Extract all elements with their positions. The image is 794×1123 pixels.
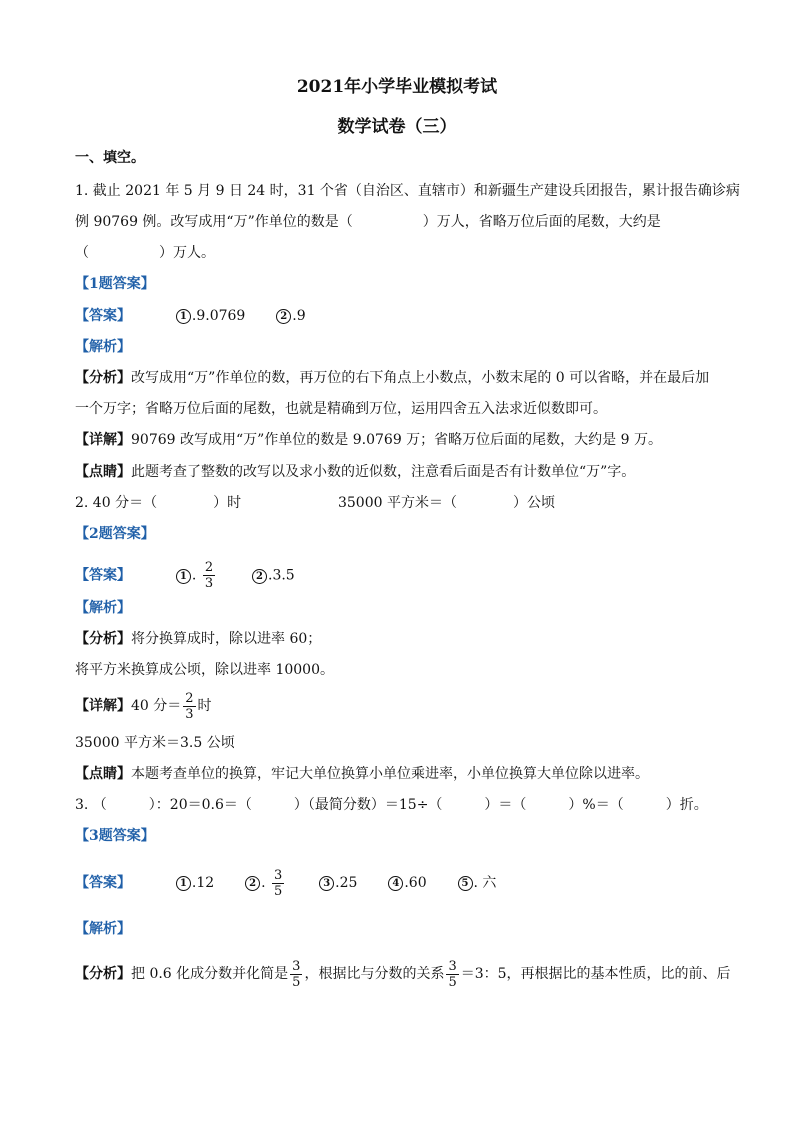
answer-value: .9.0769 bbox=[191, 308, 246, 324]
xiangjie-text: 40 分＝ bbox=[131, 698, 182, 714]
q1-answer-header: 【1题答案】 bbox=[75, 276, 155, 292]
answer-value: .12 bbox=[191, 875, 215, 891]
q1-answer-row bbox=[75, 306, 306, 326]
circled-number: 2 bbox=[245, 876, 260, 891]
answer-value: .3.5 bbox=[268, 567, 295, 584]
q1-stem-line3: （ ）万人。 bbox=[75, 245, 215, 261]
answer-value: . bbox=[191, 567, 197, 584]
q2-answer-row bbox=[75, 560, 295, 591]
dianjing-text: 此题考查了整数的改写以及求小数的近似数，注意看后面是否有计数单位“万”字。 bbox=[131, 464, 636, 480]
section-heading: 一、填空。 bbox=[75, 150, 145, 166]
fraction-numerator: 3 bbox=[448, 958, 457, 974]
circled-number: 5 bbox=[458, 876, 473, 891]
q2-stem-part-a: 2. 40 分＝（ ）时 bbox=[75, 495, 242, 511]
q1-fenxi-line1 bbox=[75, 368, 709, 388]
q3-answer-row bbox=[75, 866, 496, 900]
fraction-denominator: 5 bbox=[273, 883, 283, 899]
fenxi-tag: 【分析】 bbox=[75, 631, 131, 647]
dianjing-tag: 【点睛】 bbox=[75, 766, 131, 782]
q2-xiangjie-line2: 35000 平方米＝3.5 公顷 bbox=[75, 735, 235, 751]
q2-stem bbox=[75, 493, 555, 513]
fraction-denominator: 3 bbox=[185, 706, 194, 722]
q1-stem-line1: 1. 截止 2021 年 5 月 9 日 24 时，31 个省（自治区、直辖市）和新疆生产建设兵团报告，累计报告确诊病 bbox=[75, 183, 740, 199]
q2-fenxi-line2: 将平方米换算成公顷，除以进率 10000。 bbox=[75, 662, 334, 678]
answer-label: 【答案】 bbox=[75, 875, 131, 891]
xiangjie-text: 时 bbox=[197, 698, 212, 714]
fenxi-text: 改写成用“万”作单位的数，再万位的右下角点上小数点，小数末尾的 0 可以省略，并在最后加 bbox=[131, 370, 710, 386]
q1-analysis-label: 【解析】 bbox=[75, 339, 131, 355]
circled-number: 1 bbox=[176, 569, 191, 584]
fraction-numerator: 3 bbox=[273, 867, 283, 883]
q2-dianjing bbox=[75, 764, 649, 784]
fraction bbox=[272, 868, 284, 899]
q2-analysis-label: 【解析】 bbox=[75, 600, 131, 616]
q2-answer-header: 【2题答案】 bbox=[75, 526, 155, 542]
page-title: 2021年小学毕业模拟考试 bbox=[296, 77, 498, 97]
fraction-numerator: 3 bbox=[292, 958, 301, 974]
q3-stem: 3. （ ）：20＝0.6＝（ ）（最简分数）＝15÷（ ）＝（ ）%＝（ ）折。 bbox=[75, 797, 708, 813]
fraction bbox=[203, 560, 215, 591]
answer-value: .60 bbox=[404, 875, 427, 891]
circled-number: 3 bbox=[319, 876, 334, 891]
circled-number: 2 bbox=[276, 309, 291, 324]
answer-value: . 六 bbox=[473, 875, 497, 891]
fraction-numerator: 2 bbox=[204, 560, 214, 575]
fraction-numerator: 2 bbox=[185, 690, 194, 706]
answer-label: 【答案】 bbox=[75, 567, 131, 584]
q1-stem-line2: 例 90769 例。改写成用“万”作单位的数是（ ）万人，省略万位后面的尾数，大约是 bbox=[75, 214, 661, 230]
fenxi-text: 把 0.6 化成分数并化简是 bbox=[131, 966, 289, 982]
fraction-denominator: 5 bbox=[292, 974, 301, 990]
fraction bbox=[446, 959, 458, 990]
q1-dianjing bbox=[75, 462, 635, 482]
q2-fenxi-line1 bbox=[75, 629, 321, 649]
page-subtitle: 数学试卷（三） bbox=[337, 117, 457, 137]
dianjing-text: 本题考查单位的换算，牢记大单位换算小单位乘进率，小单位换算大单位除以进率。 bbox=[131, 766, 649, 782]
dianjing-tag: 【点睛】 bbox=[75, 464, 131, 480]
answer-label: 【答案】 bbox=[75, 308, 131, 324]
fenxi-text: ，根据比与分数的关系 bbox=[304, 966, 445, 982]
fraction bbox=[183, 691, 195, 722]
xiangjie-text: 90769 改写成用“万”作单位的数是 9.0769 万；省略万位后面的尾数，大约是 9 万。 bbox=[131, 432, 662, 448]
q2-xiangjie bbox=[75, 690, 212, 722]
fenxi-text: ＝3：5，再根据比的基本性质，比的前、后 bbox=[460, 966, 731, 982]
xiangjie-tag: 【详解】 bbox=[75, 432, 131, 448]
fenxi-tag: 【分析】 bbox=[75, 370, 131, 386]
answer-value: . bbox=[261, 875, 266, 891]
answer-value: .25 bbox=[335, 875, 358, 891]
fraction-denominator: 5 bbox=[448, 974, 457, 990]
fraction bbox=[290, 959, 302, 990]
q1-fenxi-line2: 一个万字；省略万位后面的尾数，也就是精确到万位，运用四舍五入法求近似数即可。 bbox=[75, 401, 607, 417]
xiangjie-tag: 【详解】 bbox=[75, 698, 131, 714]
q3-answer-header: 【3题答案】 bbox=[75, 828, 155, 844]
q3-fenxi bbox=[75, 957, 731, 991]
circled-number: 1 bbox=[176, 876, 191, 891]
q1-xiangjie bbox=[75, 430, 662, 450]
q2-stem-part-b: 35000 平方米＝（ ）公顷 bbox=[337, 495, 555, 511]
fenxi-text: 将分换算成时，除以进率 60； bbox=[131, 631, 322, 647]
circled-number: 4 bbox=[388, 876, 403, 891]
answer-value: .9 bbox=[292, 308, 306, 324]
fenxi-tag: 【分析】 bbox=[75, 966, 131, 982]
circled-number: 1 bbox=[176, 309, 191, 324]
circled-number: 2 bbox=[252, 569, 267, 584]
q3-analysis-label: 【解析】 bbox=[75, 921, 131, 937]
fraction-denominator: 3 bbox=[204, 576, 214, 591]
